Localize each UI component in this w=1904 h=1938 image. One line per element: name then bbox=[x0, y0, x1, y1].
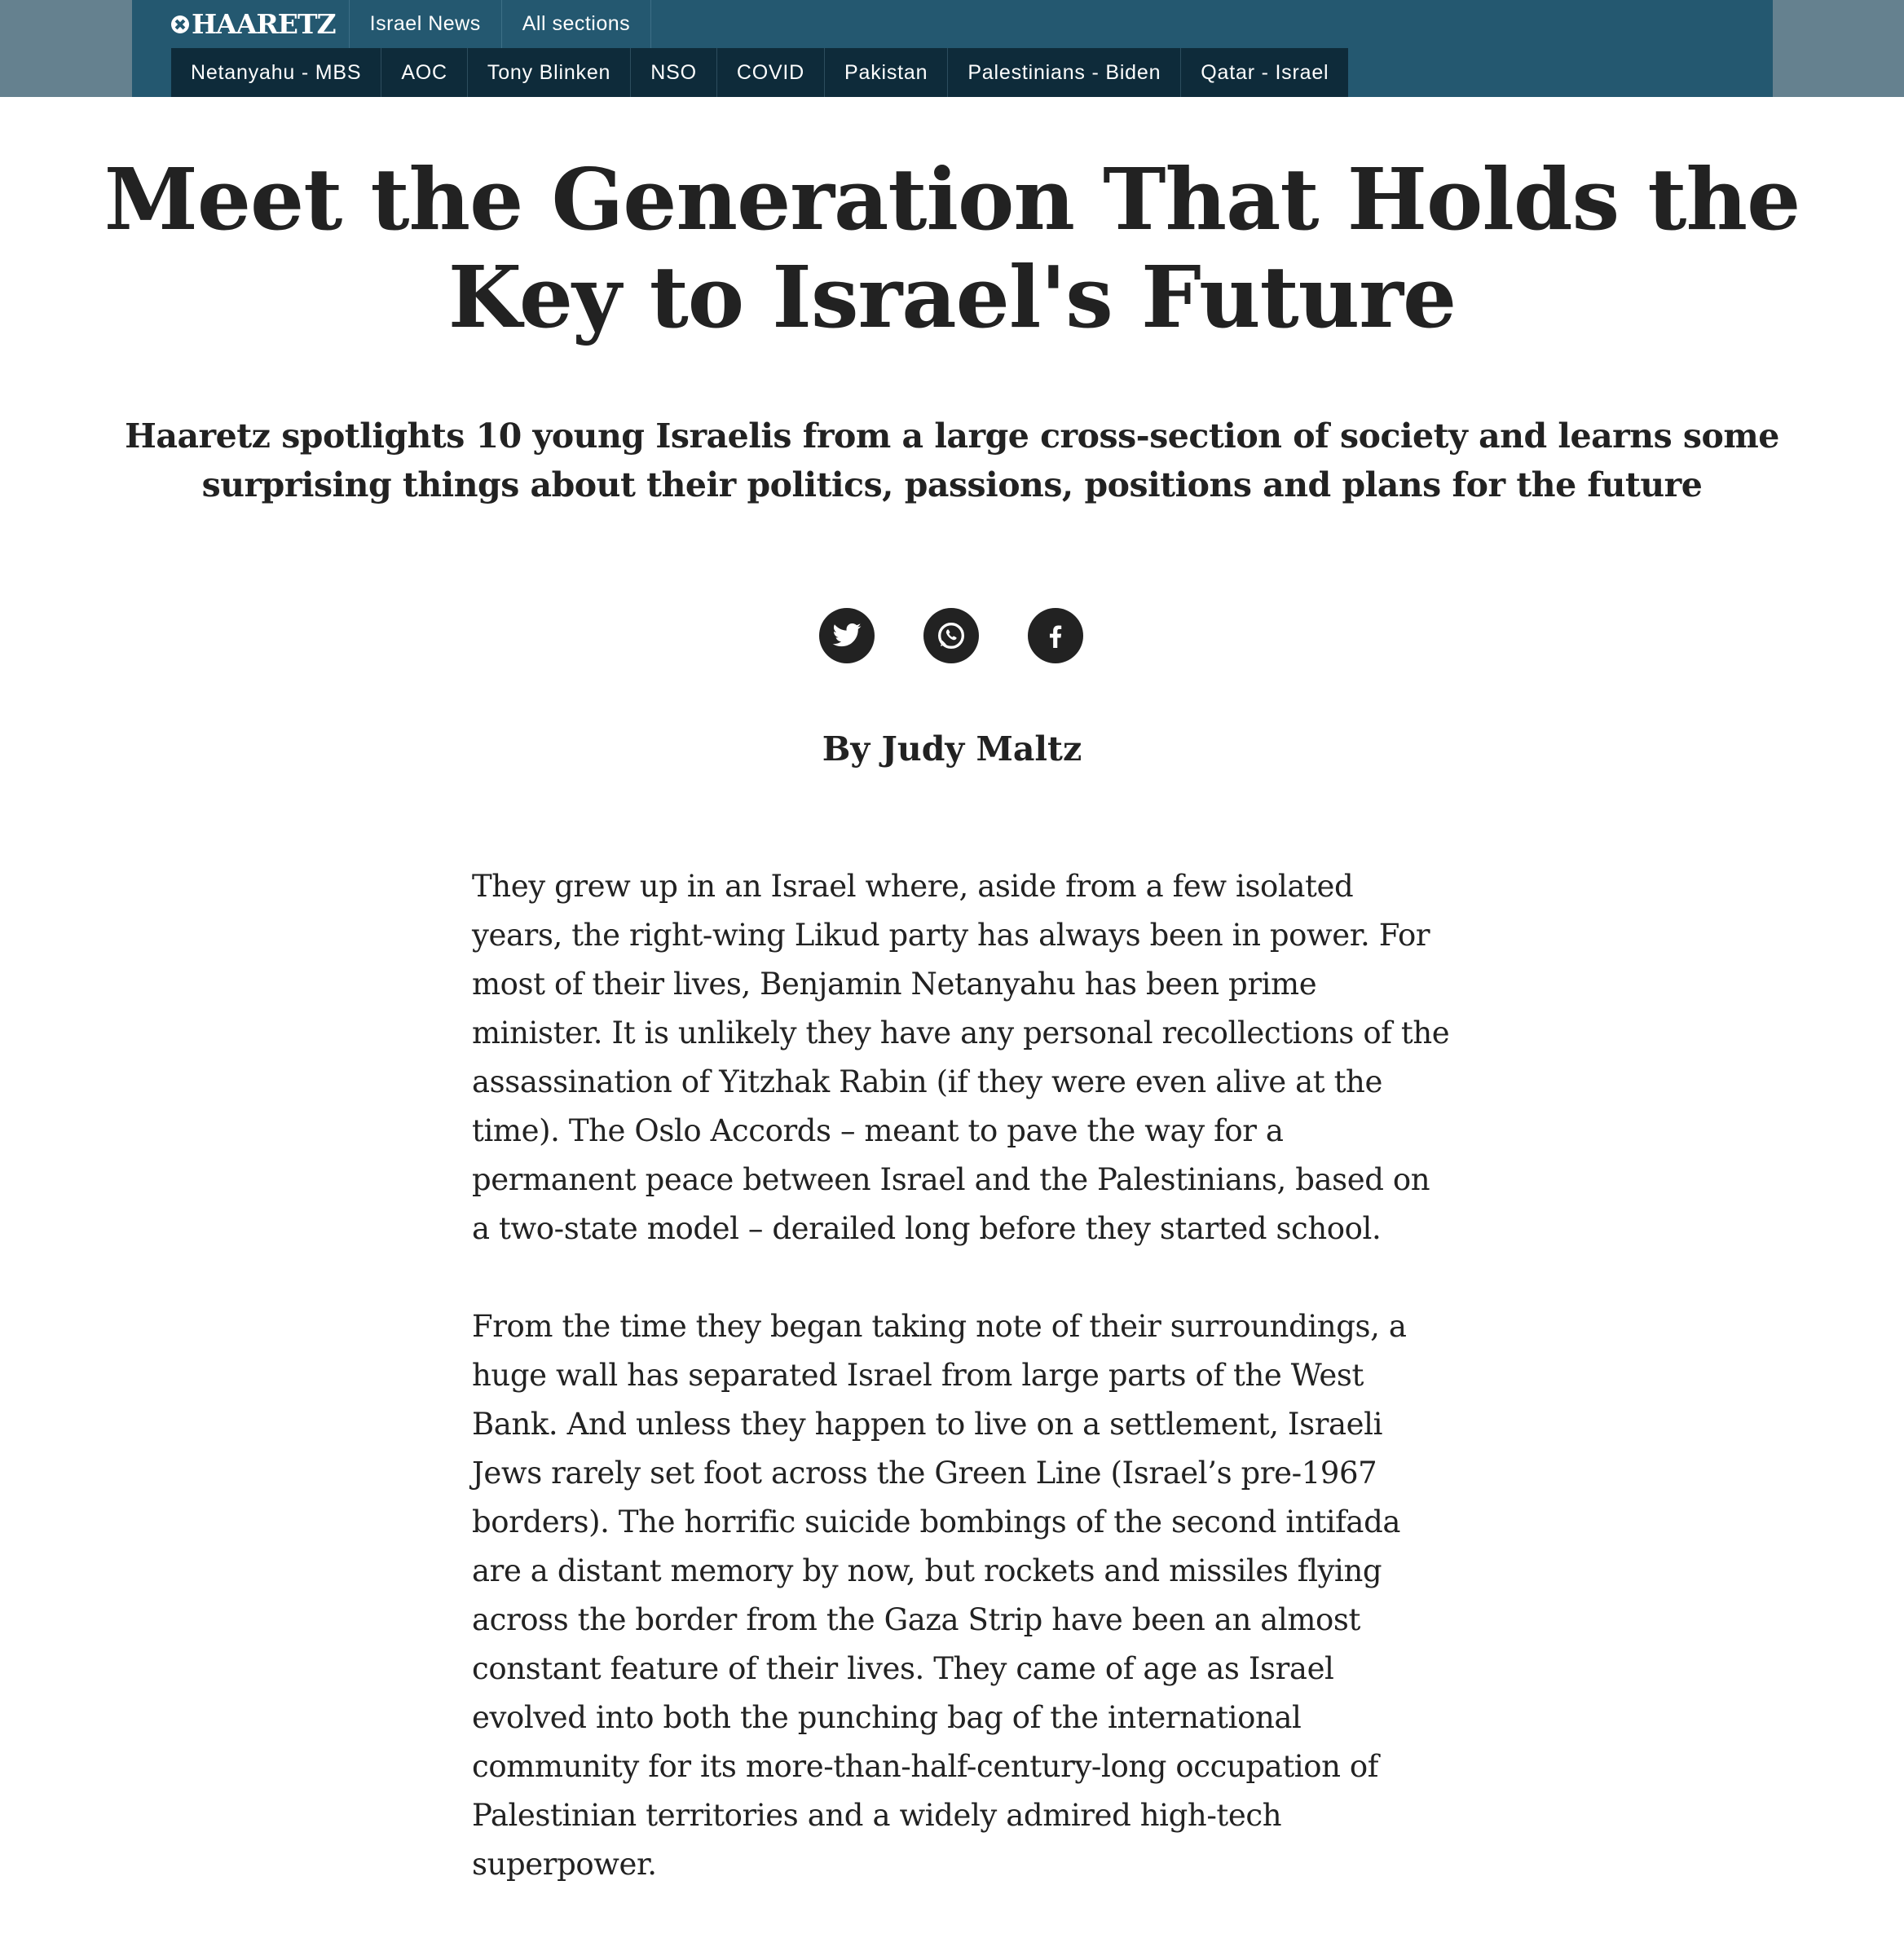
article-body bbox=[472, 862, 1450, 1938]
topic-qatar-israel[interactable]: Qatar - Israel bbox=[1201, 61, 1329, 84]
twitter-icon bbox=[831, 620, 862, 651]
topic-aoc[interactable]: AOC bbox=[381, 48, 468, 97]
facebook-icon bbox=[1041, 621, 1070, 650]
topic-palestinians-biden[interactable]: Palestinians - Biden bbox=[948, 48, 1181, 97]
logo-text: HAARETZ bbox=[192, 8, 336, 40]
haaretz-logo[interactable] bbox=[171, 0, 350, 48]
facebook-share-button[interactable] bbox=[1028, 608, 1083, 663]
article-byline: By Judy Maltz bbox=[822, 729, 1082, 769]
nav-all-sections[interactable]: All sections bbox=[502, 0, 651, 48]
primary-nav bbox=[171, 0, 651, 48]
article-paragraph: They grew up in an Israel where, aside from a few isolated years, the right-wing Likud party has always been in power. For most of their lives, Benjamin Netanyahu has been prime minister. It is unlikely they have any personal recollections of the assassination of Yitzhak Rabin (if they were even alive at the time). The Oslo Accords – meant to pave the way for a permanent peace between Israel and the Palestinians, based on a two-state model – derailed long before they started school. bbox=[472, 869, 1450, 1246]
topic-nso[interactable]: NSO bbox=[631, 48, 717, 97]
site-header bbox=[0, 0, 1904, 97]
article-paragraph: From the time they began taking note of their surroundings, a huge wall has separated Israel from large parts of the West Bank. And unless they happen to live on a settlement, Israeli Jews rarely set foot across the Green Line (Israel’s pre-1967 borders). The horrific suicide bombings of the second intifada are a distant memory by now, but rockets and missiles flying across the border from the Gaza Strip have been an almost constant feature of their lives. They came of age as Israel evolved into both the punching bag of the international community for its more-than-half-century-long occupation of Palestinian territories and a widely admired high-tech superpower. bbox=[472, 1309, 1407, 1882]
twitter-share-button[interactable] bbox=[819, 608, 875, 663]
site-header-inner bbox=[132, 0, 1773, 97]
article-subtitle: Haaretz spotlights 10 young Israelis from a large cross-section of society and learns some surprising things about their politics, passions, positions and plans for the future bbox=[125, 416, 1779, 504]
topics-nav bbox=[171, 48, 1348, 97]
topic-tony-blinken[interactable]: Tony Blinken bbox=[468, 48, 631, 97]
share-buttons bbox=[819, 608, 1083, 663]
whatsapp-icon bbox=[935, 619, 967, 652]
topic-pakistan[interactable]: Pakistan bbox=[825, 48, 948, 97]
whatsapp-share-button[interactable] bbox=[923, 608, 979, 663]
article-title: Meet the Generation That Holds the Key to Israel's Future bbox=[104, 149, 1800, 347]
topic-netanyahu-mbs[interactable]: Netanyahu - MBS bbox=[171, 48, 381, 97]
nav-israel-news[interactable]: Israel News bbox=[350, 0, 502, 48]
topic-covid[interactable]: COVID bbox=[717, 48, 825, 97]
logo-mark-icon bbox=[171, 15, 189, 33]
